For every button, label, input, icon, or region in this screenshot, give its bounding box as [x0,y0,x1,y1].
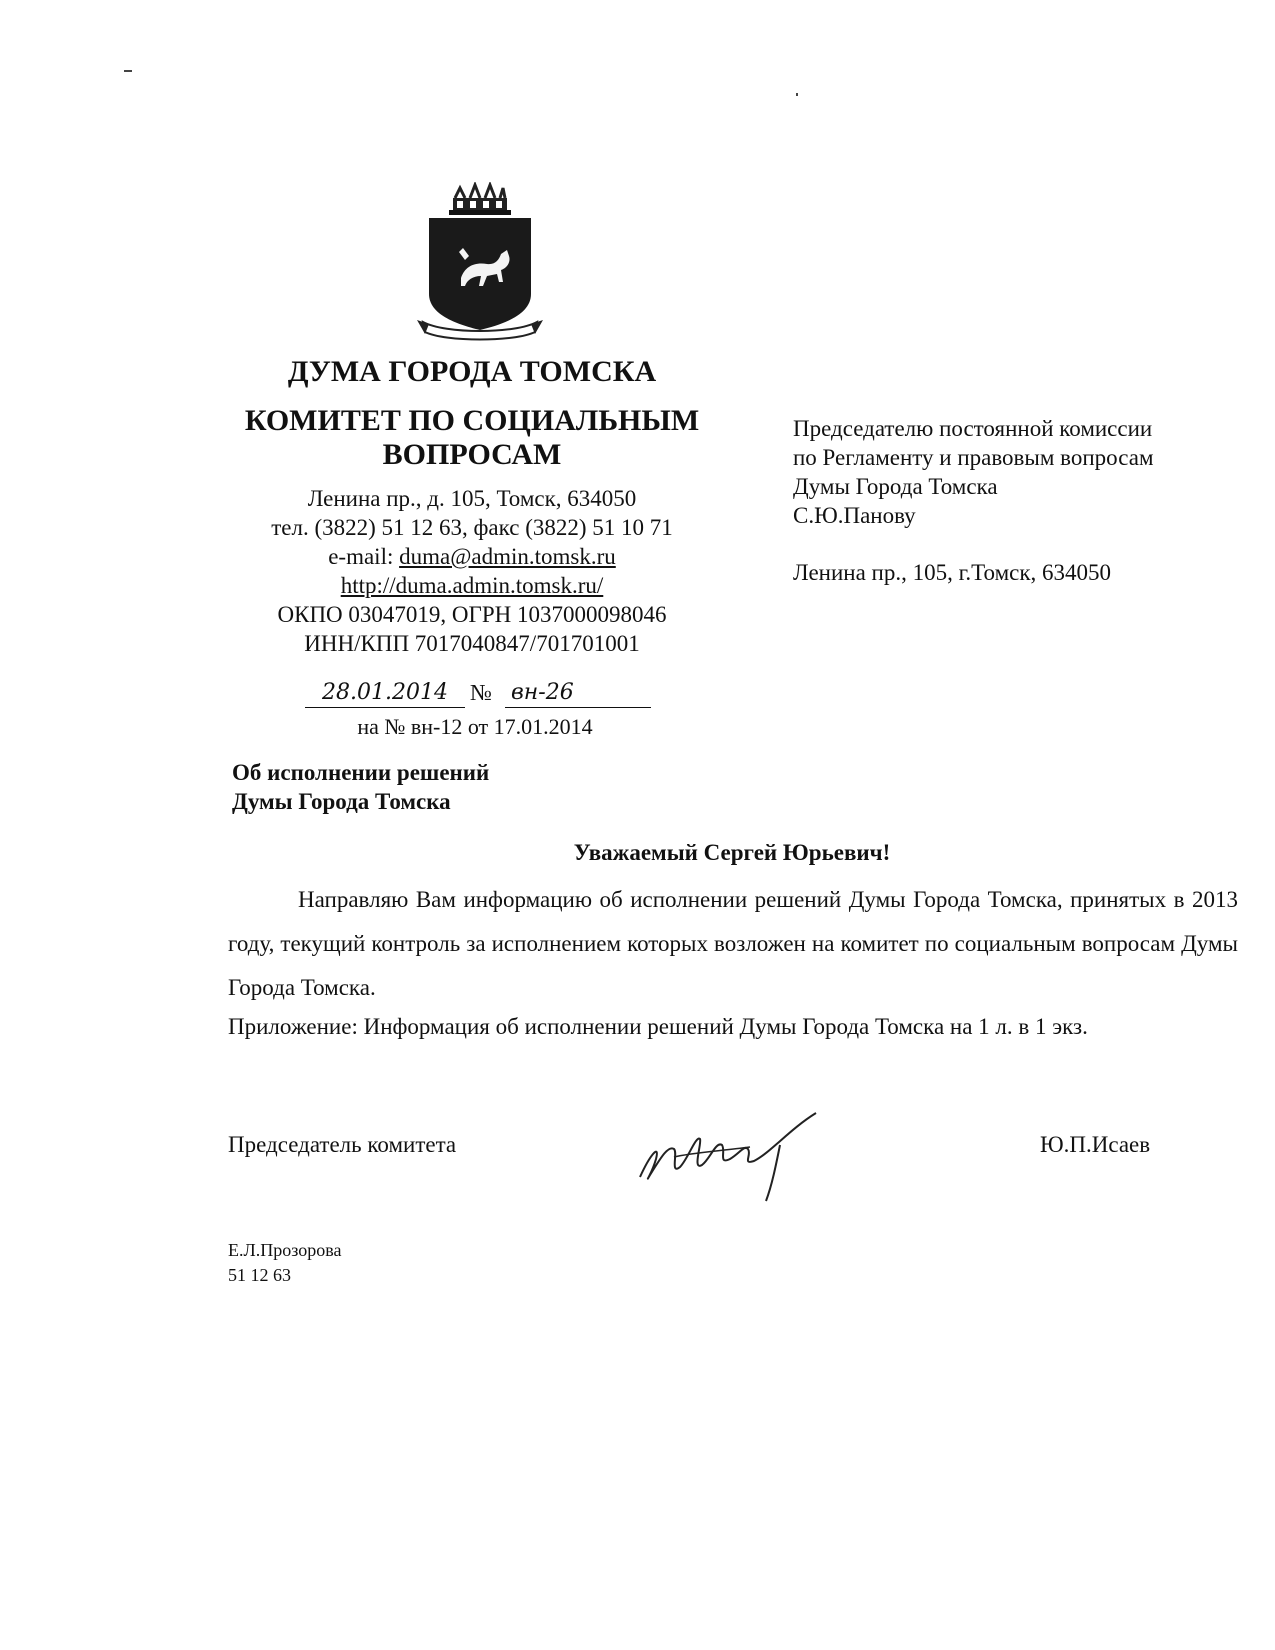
committee-name-line: ВОПРОСАМ [382,438,562,471]
salutation: Уважаемый Сергей Юрьевич! [573,840,891,865]
outgoing-registration [305,678,645,712]
executor-block [228,1238,341,1288]
addressee-block [793,414,1233,530]
committee-name [232,404,712,472]
email-label: e-mail: [328,544,400,569]
addressee-line: Думы Города Томска [793,474,998,499]
reply-reference: на № вн-12 от 17.01.2014 [357,714,593,739]
org-phone-fax: тел. (3822) 51 12 63, факс (3822) 51 10 71 [271,515,673,540]
signer-title: Председатель комитета [228,1132,457,1157]
org-website-line [232,571,712,600]
letter-body [228,878,1238,1010]
subject-line: Об исполнении решений [232,760,490,785]
registration-date: 28.01.2014 [305,680,465,708]
executor-name: Е.Л.Прозорова [228,1240,342,1260]
scan-speck [796,93,798,96]
attachment-note: Приложение: Информация об исполнении решений Думы Города Томска на 1 л. в 1 экз. [228,1014,1088,1039]
addressee-name: С.Ю.Панову [793,503,916,528]
letter-subject [232,758,632,816]
signer-name: Ю.П.Исаев [1040,1132,1151,1157]
org-address: Ленина пр., д. 105, Томск, 634050 [307,486,637,511]
addressee-line: Председателю постоянной комиссии [793,416,1153,441]
email-link[interactable]: duma@admin.tomsk.ru [399,544,616,569]
executor-phone: 51 12 63 [228,1265,291,1285]
website-link[interactable]: http://duma.admin.tomsk.ru/ [340,573,604,598]
org-title: ДУМА ГОРОДА ТОМСКА [287,355,657,388]
org-okpo-ogrn: ОКПО 03047019, ОГРН 1037000098046 [277,602,667,627]
org-inn-kpp: ИНН/КПП 7017040847/701701001 [304,631,640,656]
scan-speck [124,70,132,72]
registration-number-label: № [470,680,492,705]
letterhead-contacts [232,484,712,658]
org-email-line [232,542,712,571]
subject-line: Думы Города Томска [232,789,451,814]
city-coat-of-arms [415,182,545,347]
registration-number: вн-26 [505,680,651,708]
addressee-line: по Регламенту и правовым вопросам [793,445,1154,470]
committee-name-line: КОМИТЕТ ПО СОЦИАЛЬНЫМ [244,404,700,437]
handwritten-signature [630,1105,850,1205]
letter-body-text: Направляю Вам информацию об исполнении решений Думы Города Томска, принятых в 2013 году, текущий контроль за исполнением которых возложен на комитет по социальным вопросам Думы Города Томска. [228,887,1238,1000]
addressee-address: Ленина пр., 105, г.Томск, 634050 [793,560,1112,585]
crown-icon [449,185,511,215]
